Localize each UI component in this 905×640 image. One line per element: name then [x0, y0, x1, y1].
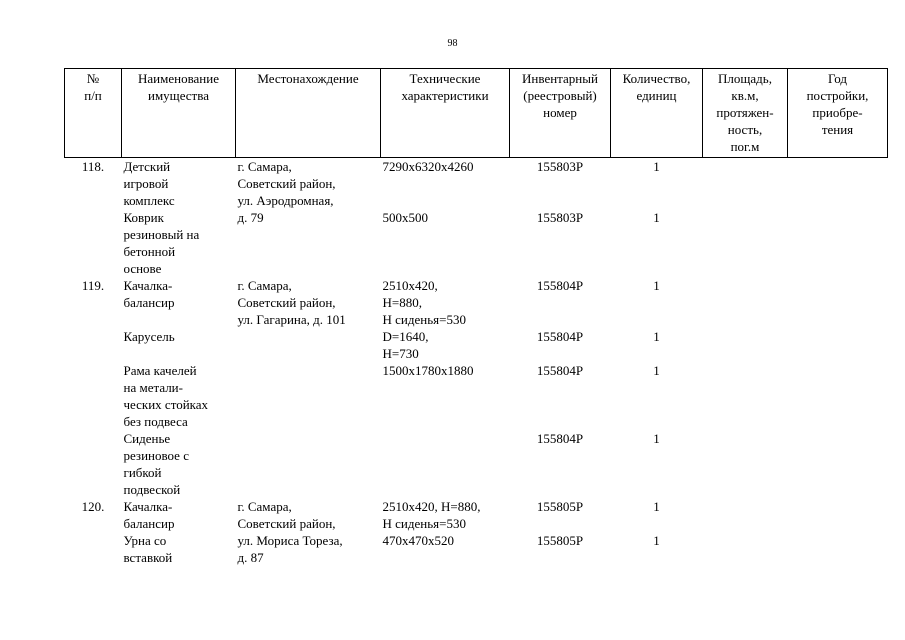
page-number: 98: [447, 38, 458, 49]
row-tech: D=1640, Н=730: [382, 329, 429, 361]
row-year: [788, 498, 888, 532]
row-location: г. Самара, Советский район,: [237, 499, 336, 531]
property-table: [64, 68, 888, 566]
row-num: [65, 362, 122, 430]
header-name: Наименование имущества: [122, 69, 236, 158]
table-row: [65, 532, 888, 566]
header-num: № п/п: [65, 69, 122, 158]
row-tech: [381, 430, 510, 498]
table-row: [65, 498, 888, 532]
row-area: [703, 498, 788, 532]
row-name: Рама качелей на метали- ческих стойках без подвеса: [123, 363, 209, 429]
row-inventory: 155804Р: [536, 431, 584, 446]
row-inventory: 155803Р: [536, 159, 584, 174]
table-row: [65, 209, 888, 277]
header-quantity: Количество, единиц: [611, 69, 703, 158]
row-tech: 1500х1780х1880: [382, 363, 474, 378]
table-row: [65, 158, 888, 210]
row-num: 119.: [81, 278, 105, 293]
row-name: Сиденье резиновое с гибкой подвеской: [123, 431, 189, 497]
row-location: г. Самара, Советский район, ул. Аэродромная,: [237, 159, 336, 208]
row-num: 118.: [81, 159, 105, 174]
row-name: Урна со вставкой: [123, 533, 173, 565]
row-inventory: 155803Р: [536, 210, 584, 225]
row-location: [236, 362, 381, 430]
row-name: Качалка- балансир: [123, 278, 175, 310]
header-year: Год постройки, приобре- тения: [788, 69, 888, 158]
row-num: [65, 328, 122, 362]
row-tech: 500х500: [382, 210, 428, 225]
row-area: [703, 362, 788, 430]
row-num: 120.: [81, 499, 105, 514]
row-area: [703, 277, 788, 328]
row-num: [65, 209, 122, 277]
table-row: [65, 277, 888, 328]
row-year: [788, 430, 888, 498]
row-name: Детский игровой комплекс: [123, 159, 175, 208]
row-quantity: 1: [653, 278, 660, 293]
table-row: [65, 328, 888, 362]
table-row: [65, 362, 888, 430]
row-year: [788, 362, 888, 430]
row-area: [703, 158, 788, 210]
row-tech: 7290х6320х4260: [382, 159, 474, 174]
row-location: г. Самара, Советский район, ул. Гагарина, д. 101: [237, 278, 346, 327]
row-inventory: 155804Р: [536, 329, 584, 344]
row-tech: 2510х420, Н=880, Н сиденья=530: [382, 499, 481, 531]
row-inventory: 155804Р: [536, 363, 584, 378]
row-name: Карусель: [123, 329, 175, 344]
header-inventory: Инвентарный (реестровый) номер: [510, 69, 611, 158]
row-area: [703, 328, 788, 362]
row-name: Качалка- балансир: [123, 499, 175, 531]
row-inventory: 155805Р: [536, 533, 584, 548]
row-num: [65, 532, 122, 566]
row-year: [788, 158, 888, 210]
row-year: [788, 277, 888, 328]
row-tech: 470х470х520: [382, 533, 454, 548]
header-location: Местонахождение: [236, 69, 381, 158]
row-location: ул. Мориса Тореза, д. 87: [237, 533, 343, 565]
row-year: [788, 532, 888, 566]
row-location: [236, 328, 381, 362]
header-row: [65, 69, 888, 158]
row-year: [788, 328, 888, 362]
row-quantity: 1: [653, 363, 660, 378]
header-area: Площадь, кв.м, протяжен- ность, пог.м: [703, 69, 788, 158]
table-row: [65, 430, 888, 498]
row-quantity: 1: [653, 329, 660, 344]
row-num: [65, 430, 122, 498]
header-tech: Технические характеристики: [381, 69, 510, 158]
row-inventory: 155804Р: [536, 278, 584, 293]
row-quantity: 1: [653, 499, 660, 514]
row-name: Коврик резиновый на бетонной основе: [123, 210, 200, 276]
row-quantity: 1: [653, 210, 660, 225]
row-area: [703, 430, 788, 498]
row-quantity: 1: [653, 159, 660, 174]
row-quantity: 1: [653, 431, 660, 446]
row-quantity: 1: [653, 533, 660, 548]
row-area: [703, 532, 788, 566]
row-location: [236, 430, 381, 498]
row-location: д. 79: [237, 210, 264, 225]
row-year: [788, 209, 888, 277]
row-area: [703, 209, 788, 277]
row-tech: 2510х420, Н=880, Н сиденья=530: [382, 278, 466, 327]
row-inventory: 155805Р: [536, 499, 584, 514]
